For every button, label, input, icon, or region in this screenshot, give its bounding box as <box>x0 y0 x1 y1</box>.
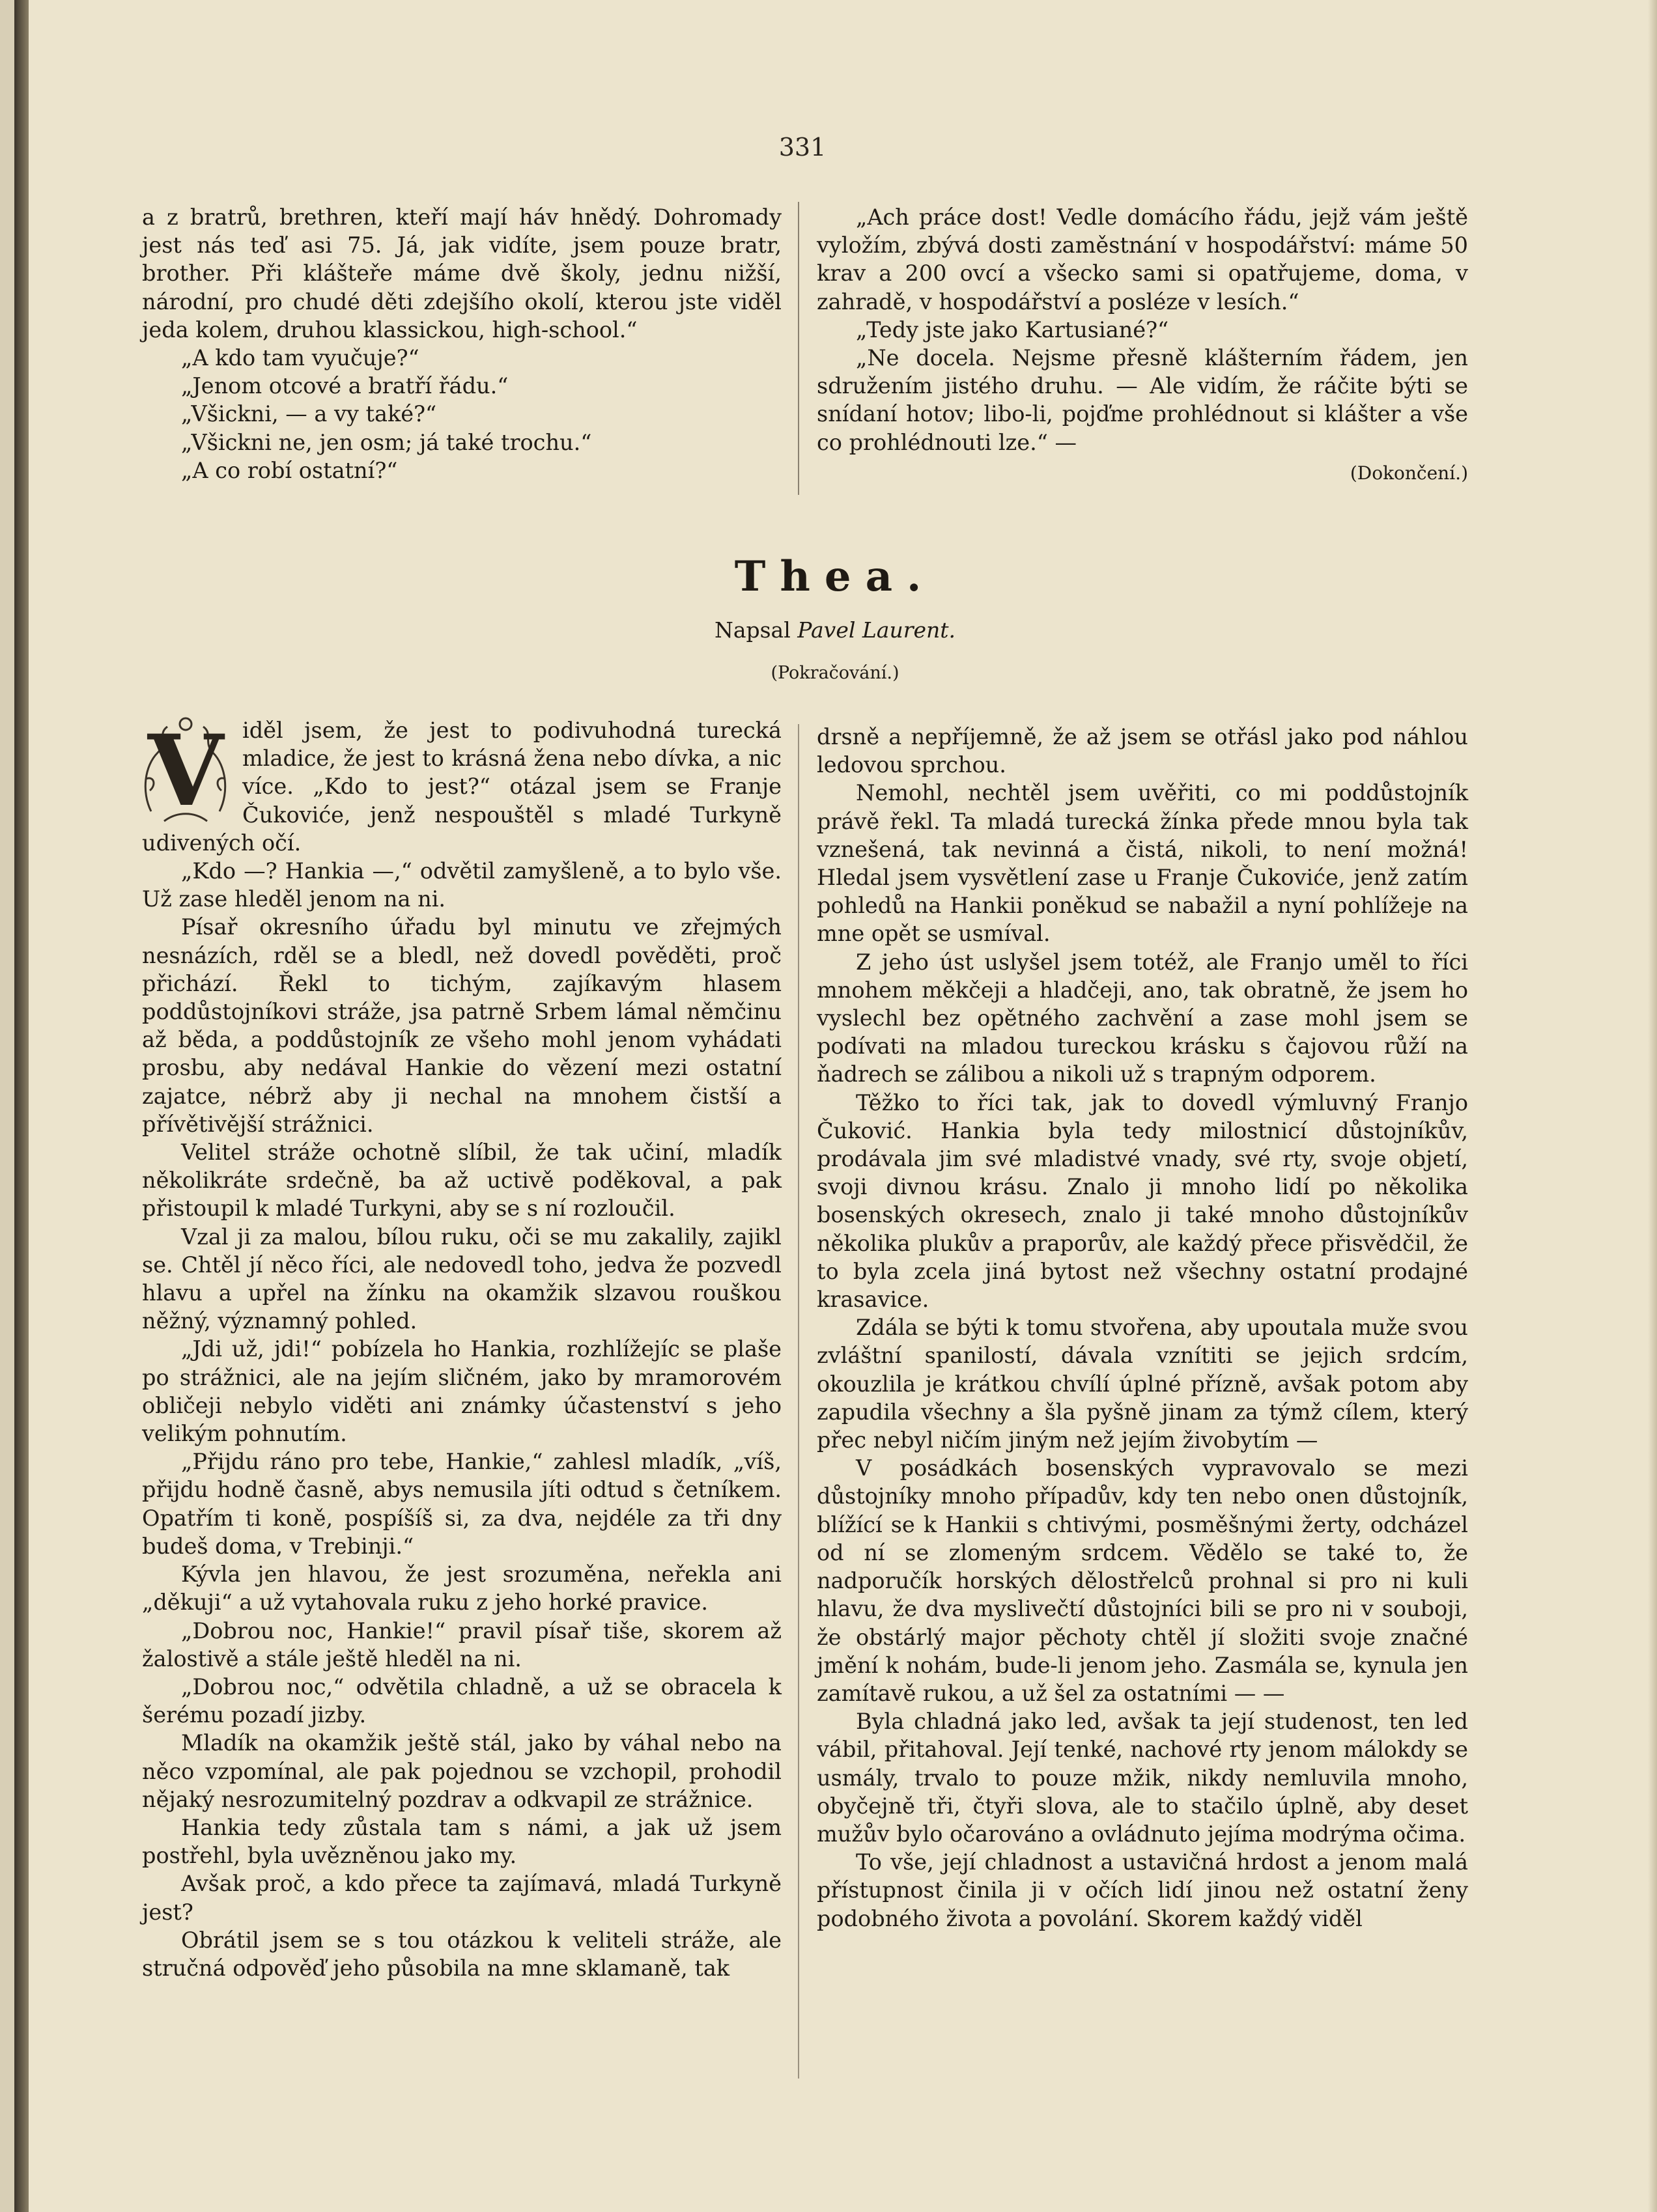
paragraph: V posádkách bosenských vypravovalo se mezi důstojníky mnoho případův, kdy ten nebo onen důstojník, blížící se k Hankii s chtivými, posměšnými žerty, odcházel od ní se zlomeným srdcem. Vědělo se také to, že nadporučík horských dělostřelců prohnal si pro ni kuli hlavu, že dva myslivečtí důstojníci bili se pro ni v souboji, že obstárlý major pěchoty chtěl jí složiti svoje značné jmění k nohám, bude-li jenom jeho. Zasmála se, kynula jen zamítavě rukou, a už šel za ostatními — — <box>817 1455 1468 1706</box>
page-edge <box>1648 0 1657 2212</box>
paragraph: „Ne docela. Nejsme přesně klášterním řádem, jen sdružením jistého druhu. — Ale vidím, že ráčite býti se snídaní hotov; libo-li, pojďme prohlédnout si klášter a vše co prohlédnouti lze.“ — <box>817 345 1468 455</box>
paragraph: „Tedy jste jako Kartusiané?“ <box>856 316 1169 343</box>
paragraph: Kývla jen hlavou, že jest srozuměna, neřekla ani „děkuji“ a už vytahovala ruku z jeho horké pravice. <box>142 1561 782 1616</box>
paragraph: Avšak proč, a kdo přece ta zajímavá, mladá Turkyně jest? <box>142 1871 782 1925</box>
article-right-column <box>817 723 1468 1933</box>
ending-note: (Dokončení.) <box>1350 462 1468 484</box>
paragraph: Velitel stráže ochotně slíbil, že tak učiní, mladík několikráte srdečně, ba až uctivě poděkoval, a pak přistoupil k mladé Turkyni, aby se s ní rozloučil. <box>142 1140 782 1222</box>
binding-shadow <box>14 0 29 2212</box>
paragraph: Nemohl, nechtěl jsem uvěřiti, co mi poddůstojník právě řekl. Ta mladá turecká žínka přede mnou byla tak vznešená, tak nevinná a čistá, nikoli, to není možná! Hledal jsem vysvětlení zase u Franje Čukoviće, jenž zatím pohledů na Hankii poněkud se nabažil a nyní pohlížeje na mne opět se usmíval. <box>817 780 1468 947</box>
paragraph: To vše, její chladnost a ustavičná hrdost a jenom malá přístupnost činila ji v očích lidí jinou než ostatní ženy podobného života a povolání. Skorem každý viděl <box>817 1849 1468 1931</box>
paragraph: Písař okresního úřadu byl minutu ve zřejmých nesnázích, rděl se a bledl, než dovedl pověděti, proč přichází. Řekl to tichým, zajíkavým hlasem poddůstojníkovi stráže, jsa patrně Srbem lámal němčinu až běda, a poddůstojník ze všeho mohl jenom vyhádati prosbu, aby nedával Hankie do vězení mezi ostatní zajatce, nébrž aby ji nechal na mnohem čistší a přívětivější strážnici. <box>142 914 782 1137</box>
drop-cap-letter: V <box>147 714 224 828</box>
paragraph: „Dobrou noc,“ odvětila chladně, a už se obracela k šerému pozadí jizby. <box>142 1673 782 1728</box>
paragraph: „A kdo tam vyučuje?“ <box>181 345 419 371</box>
top-right-column <box>817 203 1468 487</box>
paragraph: Byla chladná jako led, avšak ta její studenost, ten led vábil, přitahoval. Její tenké, nachové rty jenom málokdy se usmály, trvalo to pouze mžik, nikdy nemluvila mnoho, obyčejně tři, čtyři slova, ale to stačilo úplně, aby deset mužův bylo očarováno a ovládnuto jejíma modrýma očima. <box>817 1709 1468 1847</box>
article-left-column <box>142 716 782 1982</box>
page-number: 331 <box>778 133 827 161</box>
paragraph: „Všickni, — a vy také?“ <box>181 401 437 427</box>
paragraph: „Jenom otcové a bratří řádu.“ <box>181 373 509 399</box>
drop-cap-ornament <box>138 714 233 828</box>
paragraph: „Všickni ne, jen osm; já také trochu.“ <box>181 429 592 455</box>
column-divider-article <box>798 724 799 2079</box>
paragraph: drsně a nepříjemně, že až jsem se otřásl jako pod náhlou ledovou sprchou. <box>817 724 1468 778</box>
paragraph: „Přijdu ráno pro tebe, Hankie,“ zahlesl mladík, „víš, přijdu hodně časně, abys nemusila jíti odtud s četníkem. Opatřím ti koně, pospíšíš si, za dva, nejdéle za tři dny budeš doma, v Trebinji.“ <box>142 1449 782 1559</box>
paragraph: Hankia tedy zůstala tam s námi, a jak už jsem postřehl, byla uvězněnou jako my. <box>142 1814 782 1869</box>
article-left-paragraphs <box>142 716 782 1982</box>
paragraph: „Dobrou noc, Hankie!“ pravil písař tiše, skorem až žalostivě a stále ještě hleděl na ni. <box>142 1617 782 1672</box>
byline-prefix: Napsal <box>714 617 791 643</box>
top-left-column <box>142 203 782 484</box>
paragraph: iděl jsem, že jest to podivuhodná turecká mladice, že jest to krásná žena nebo dívka, a nic více. „Kdo to jest?“ otázal jsem se Franje Čukoviće, jenž nespouštěl s mladé Turkyně udivených očí. <box>142 718 782 856</box>
paragraph: a z bratrů, brethren, kteří mají háv hnědý. Dohromady jest nás teď asi 75. Já, jak vidíte, jsem pouze bratr, brother. Při klášteře máme dvě školy, jednu nižší, národní, pro chudé děti zdejšího okolí, kterou jste viděl jeda kolem, druhou klassickou, high-school.“ <box>142 204 782 343</box>
paragraph: Zdála se býti k tomu stvořena, aby upoutala muže svou zvláštní spanilostí, dávala vznítiti se jejich srdcím, okouzlila je krátkou chvílí úplné přízně, avšak potom aby zapudila všechny a šla pyšně jinam za týmž cílem, který přec nebyl ničím jiným než jejím živobytím — <box>817 1315 1468 1453</box>
paragraph: Vzal ji za malou, bílou ruku, oči se mu zakalily, zajikl se. Chtěl jí něco říci, ale nedovedl toho, jedva že pozvedl hlavu a upřel na žínku na okamžik slzavou rouškou něžný, významný pohled. <box>142 1224 782 1334</box>
paragraph: „Kdo —? Hankia —,“ odvětil zamyšleně, a to bylo vše. Už zase hleděl jenom na ni. <box>142 858 782 912</box>
top-right-paragraphs <box>817 203 1468 456</box>
page <box>14 0 1657 2212</box>
paragraph: „Ach práce dost! Vedle domácího řádu, jejž vám ještě vyložím, zbývá dosti zaměstnání v hospodářství: máme 50 krav a 200 ovcí a všecko sami si opatřujeme, doma, v zahradě, v hospodářství a posléze v lesích.“ <box>817 204 1468 315</box>
paragraph: Z jeho úst uslyšel jsem totéž, ale Franjo uměl to říci mnohem měkčeji a hladčeji, ano, tak obratně, že jsem ho vyslechl bez opětného zachvění a zase mohl jsem se podívati na mladou tureckou krásku s čajovou růží na ňadrech se zálibou a nikoli už s trapným odporem. <box>817 949 1468 1087</box>
paragraph: Těžko to říci tak, jak to dovedl výmluvný Franjo Čuković. Hankia byla tedy milostnicí důstojníkův, prodávala jim své mladistvé vnady, své rty, svoje objetí, svoji divnou krásu. Znalo ji mnoho lidí po několika bosenských okresech, znalo ji také mnoho důstojníkův několika plukův a praporův, ale každý přece přisvědčil, že to byla zcela jiná bytost než všechny ostatní prodajné krasavice. <box>817 1089 1468 1313</box>
article-title: Thea. <box>734 552 936 601</box>
byline <box>601 617 1069 643</box>
author-name: Pavel Laurent. <box>797 617 956 643</box>
paragraph: Mladík na okamžik ještě stál, jako by váhal nebo na něco vzpomínal, ale pak pojednou se vzchopil, prohodil nějaký nesrozumitelný pozdrav a odkvapil ze strážnice. <box>142 1730 782 1812</box>
continuation-note: (Pokračování.) <box>771 663 899 683</box>
column-divider-top <box>798 202 799 495</box>
paragraph: Obrátil jsem se s tou otázkou k veliteli stráže, ale stručná odpověď jeho působila na mne sklamaně, tak <box>142 1927 782 1981</box>
paragraph: „A co robí ostatní?“ <box>181 457 398 483</box>
paragraph: „Jdi už, jdi!“ pobízela ho Hankia, rozhlížejíc se plaše po strážnici, ale na jejím sličném, jako by mramorovém obličeji nebylo viděti ani známky účastenství s jeho velikým pohnutím. <box>142 1336 782 1447</box>
